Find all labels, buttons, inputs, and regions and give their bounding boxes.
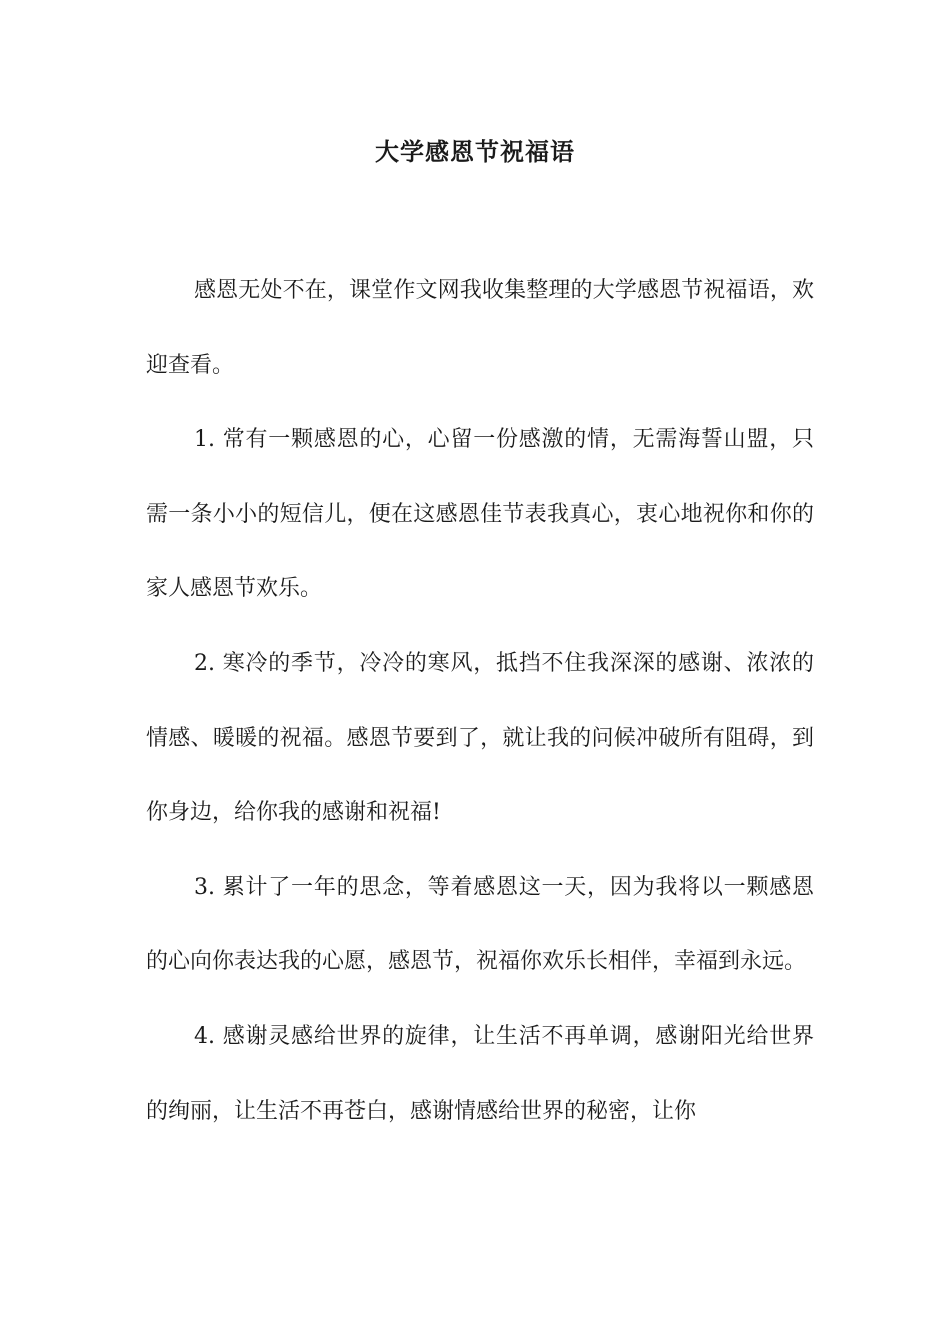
intro-paragraph: 感恩无处不在，课堂作文网我收集整理的大学感恩节祝福语，欢迎查看。	[146, 278, 814, 378]
blessing-paragraph-1: 1. 常有一颗感恩的心，心留一份感激的情，无需海誓山盟，只需一条小小的短信儿，便在这感恩佳节表我真心，衷心地祝你和你的家人感恩节欢乐。	[146, 427, 814, 602]
blessing-paragraph-3: 3. 累计了一年的思念，等着感恩这一天，因为我将以一颗感恩的心向你表达我的心愿，感恩节，祝福你欢乐长相伴，幸福到永远。	[146, 874, 814, 975]
document-title: 大学感恩节祝福语	[375, 137, 575, 166]
blessing-paragraph-2: 2. 寒冷的季节，冷冷的寒风，抵挡不住我深深的感谢、浓浓的情感、暖暖的祝福。感恩节要到了，就让我的问候冲破所有阻碍，到你身边，给你我的感谢和祝福!	[146, 650, 814, 826]
document-body	[146, 254, 814, 1149]
blessing-paragraph-4: 4. 感谢灵感给世界的旋律，让生活不再单调，感谢阳光给世界的绚丽，让生活不再苍白，感谢情感给世界的秘密，让你	[146, 1023, 814, 1124]
